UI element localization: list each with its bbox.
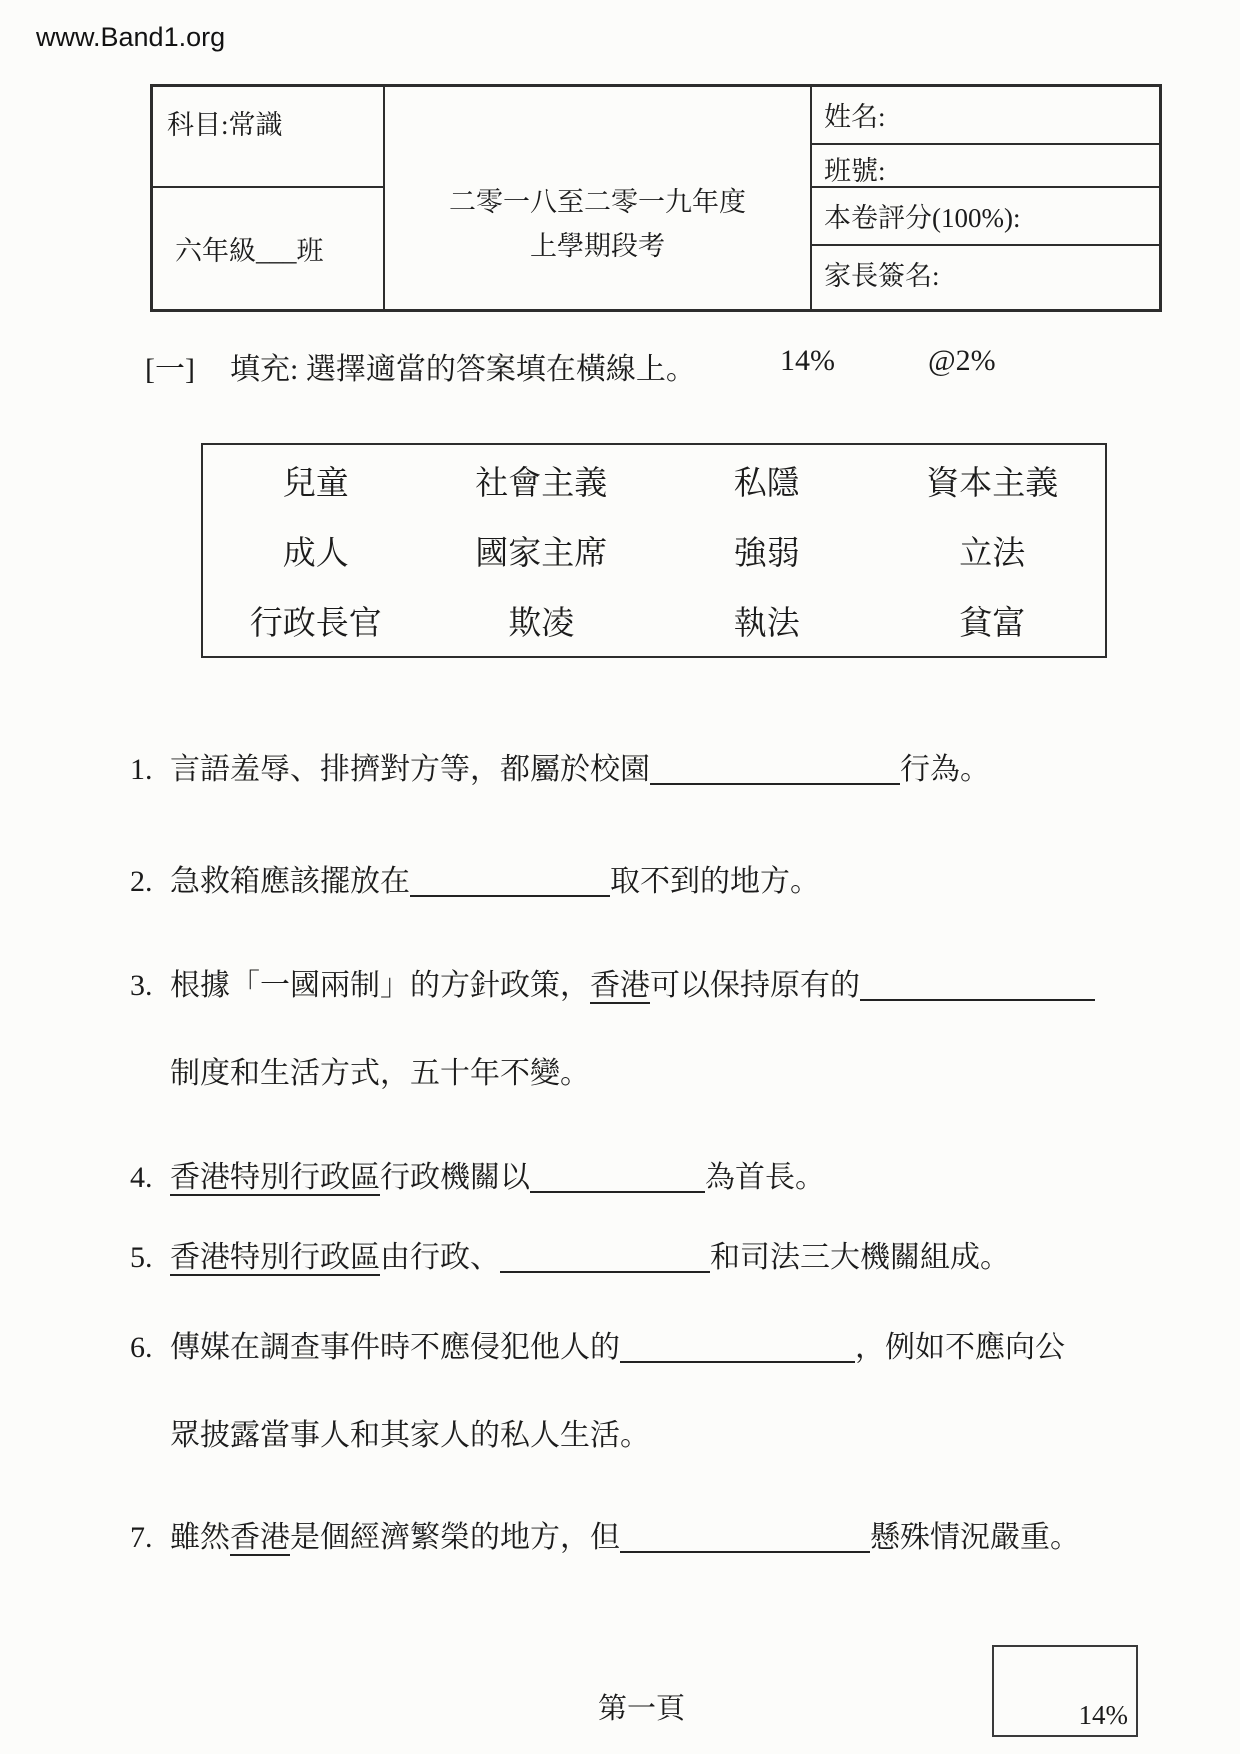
question-text: 由行政、 — [380, 1241, 500, 1274]
word-bank-item: 私隱 — [733, 465, 800, 502]
answer-blank — [650, 773, 900, 785]
word-bank-item: 貧富 — [959, 606, 1026, 643]
question-line — [130, 748, 990, 792]
question-2 — [130, 860, 820, 904]
header-field-row-2 — [812, 145, 1162, 188]
question-text: 是個經濟繁榮的地方，但 — [290, 1521, 620, 1554]
word-bank-item: 執法 — [733, 606, 800, 643]
question-line — [170, 1052, 1095, 1096]
underlined-term: 香港特別行政區 — [170, 1241, 380, 1274]
question-1 — [130, 748, 990, 792]
word-bank-item: 立法 — [959, 535, 1026, 572]
section-score-box — [992, 1645, 1138, 1737]
question-line — [130, 1156, 825, 1200]
header-field-label: 姓名: — [824, 102, 886, 132]
header-field-label: 家長簽名: — [824, 261, 940, 291]
question-text: 取不到的地方。 — [610, 865, 820, 898]
question-number: 3. — [130, 969, 153, 1002]
exam-title-line1: 二零一八至二零一九年度 — [449, 187, 746, 217]
question-text: 根據「一國兩制」的方針政策， — [170, 969, 590, 1002]
question-text: 制度和生活方式，五十年不變。 — [170, 1057, 590, 1090]
question-text: 雖然 — [170, 1521, 230, 1554]
word-bank-item: 強弱 — [733, 535, 800, 572]
answer-blank — [500, 1261, 710, 1273]
answer-blank — [620, 1351, 855, 1363]
word-bank-box — [201, 443, 1107, 658]
question-line — [130, 964, 1095, 1008]
question-text: 傳媒在調查事件時不應侵犯他人的 — [170, 1331, 620, 1364]
exam-title-cell — [385, 87, 812, 309]
subject-cell — [153, 87, 385, 188]
answer-blank — [410, 885, 610, 897]
subject-label: 科目:常識 — [167, 110, 283, 140]
header-field-row-3 — [812, 188, 1162, 246]
word-bank-item: 兒童 — [282, 465, 349, 502]
question-5 — [130, 1236, 1010, 1280]
section-per-blank-marks: @2% — [928, 344, 996, 377]
question-line — [130, 1236, 1010, 1280]
underlined-term: 香港特別行政區 — [170, 1161, 380, 1194]
question-number: 7. — [130, 1521, 153, 1554]
question-text: 懸殊情況嚴重。 — [870, 1521, 1080, 1554]
word-bank-item: 行政長官 — [249, 606, 382, 643]
question-line — [130, 1516, 1080, 1560]
word-bank-item: 社會主義 — [475, 465, 608, 502]
student-fields — [812, 87, 1162, 309]
header-field-row-4 — [812, 246, 1162, 309]
question-number: 4. — [130, 1161, 153, 1194]
underlined-term: 香港 — [230, 1521, 290, 1554]
class-cell — [153, 188, 385, 309]
word-bank-item: 欺凌 — [508, 606, 575, 643]
answer-blank — [620, 1541, 870, 1553]
question-text: 行政機關以 — [380, 1161, 530, 1194]
page-number-label: 第一頁 — [598, 1693, 686, 1725]
question-7 — [130, 1516, 1080, 1560]
underlined-term: 香港 — [590, 969, 650, 1002]
question-line — [130, 1326, 1065, 1370]
question-number: 6. — [130, 1331, 153, 1364]
word-bank-item: 國家主席 — [475, 535, 608, 572]
header-field-label: 班號: — [824, 156, 886, 186]
section-total-marks: 14% — [780, 344, 835, 377]
question-text: 和司法三大機關組成。 — [710, 1241, 1010, 1274]
section-number: [一] — [145, 353, 195, 386]
answer-blank — [530, 1181, 705, 1193]
header-field-row-1 — [812, 87, 1162, 145]
question-number: 1. — [130, 753, 153, 786]
question-6 — [130, 1326, 1065, 1458]
watermark-url: www.Band1.org — [36, 22, 226, 52]
word-bank-item: 成人 — [282, 535, 349, 572]
exam-title-line2: 上學期段考 — [530, 231, 665, 261]
section-score-value: 14% — [1078, 1700, 1128, 1730]
question-text: 眾披露當事人和其家人的私人生活。 — [170, 1419, 650, 1452]
question-line — [170, 1414, 1065, 1458]
question-text: 為首長。 — [705, 1161, 825, 1194]
header-field-label: 本卷評分(100%): — [824, 203, 1021, 233]
question-4 — [130, 1156, 825, 1200]
question-text: ，例如不應向公 — [855, 1331, 1065, 1364]
question-3 — [130, 964, 1095, 1096]
class-label: 六年級___班 — [175, 236, 324, 266]
word-bank-item: 資本主義 — [926, 465, 1059, 502]
question-text: 急救箱應該擺放在 — [170, 865, 410, 898]
question-text: 言語羞辱、排擠對方等，都屬於校園 — [170, 753, 650, 786]
question-text: 可以保持原有的 — [650, 969, 860, 1002]
question-text: 行為。 — [900, 753, 990, 786]
answer-blank — [860, 989, 1095, 1001]
question-line — [130, 860, 820, 904]
header-table — [150, 84, 1162, 312]
section-instruction-row — [0, 344, 1240, 388]
question-number: 2. — [130, 865, 153, 898]
question-number: 5. — [130, 1241, 153, 1274]
section-instruction: 填充: 選擇適當的答案填在橫線上。 — [230, 353, 696, 386]
